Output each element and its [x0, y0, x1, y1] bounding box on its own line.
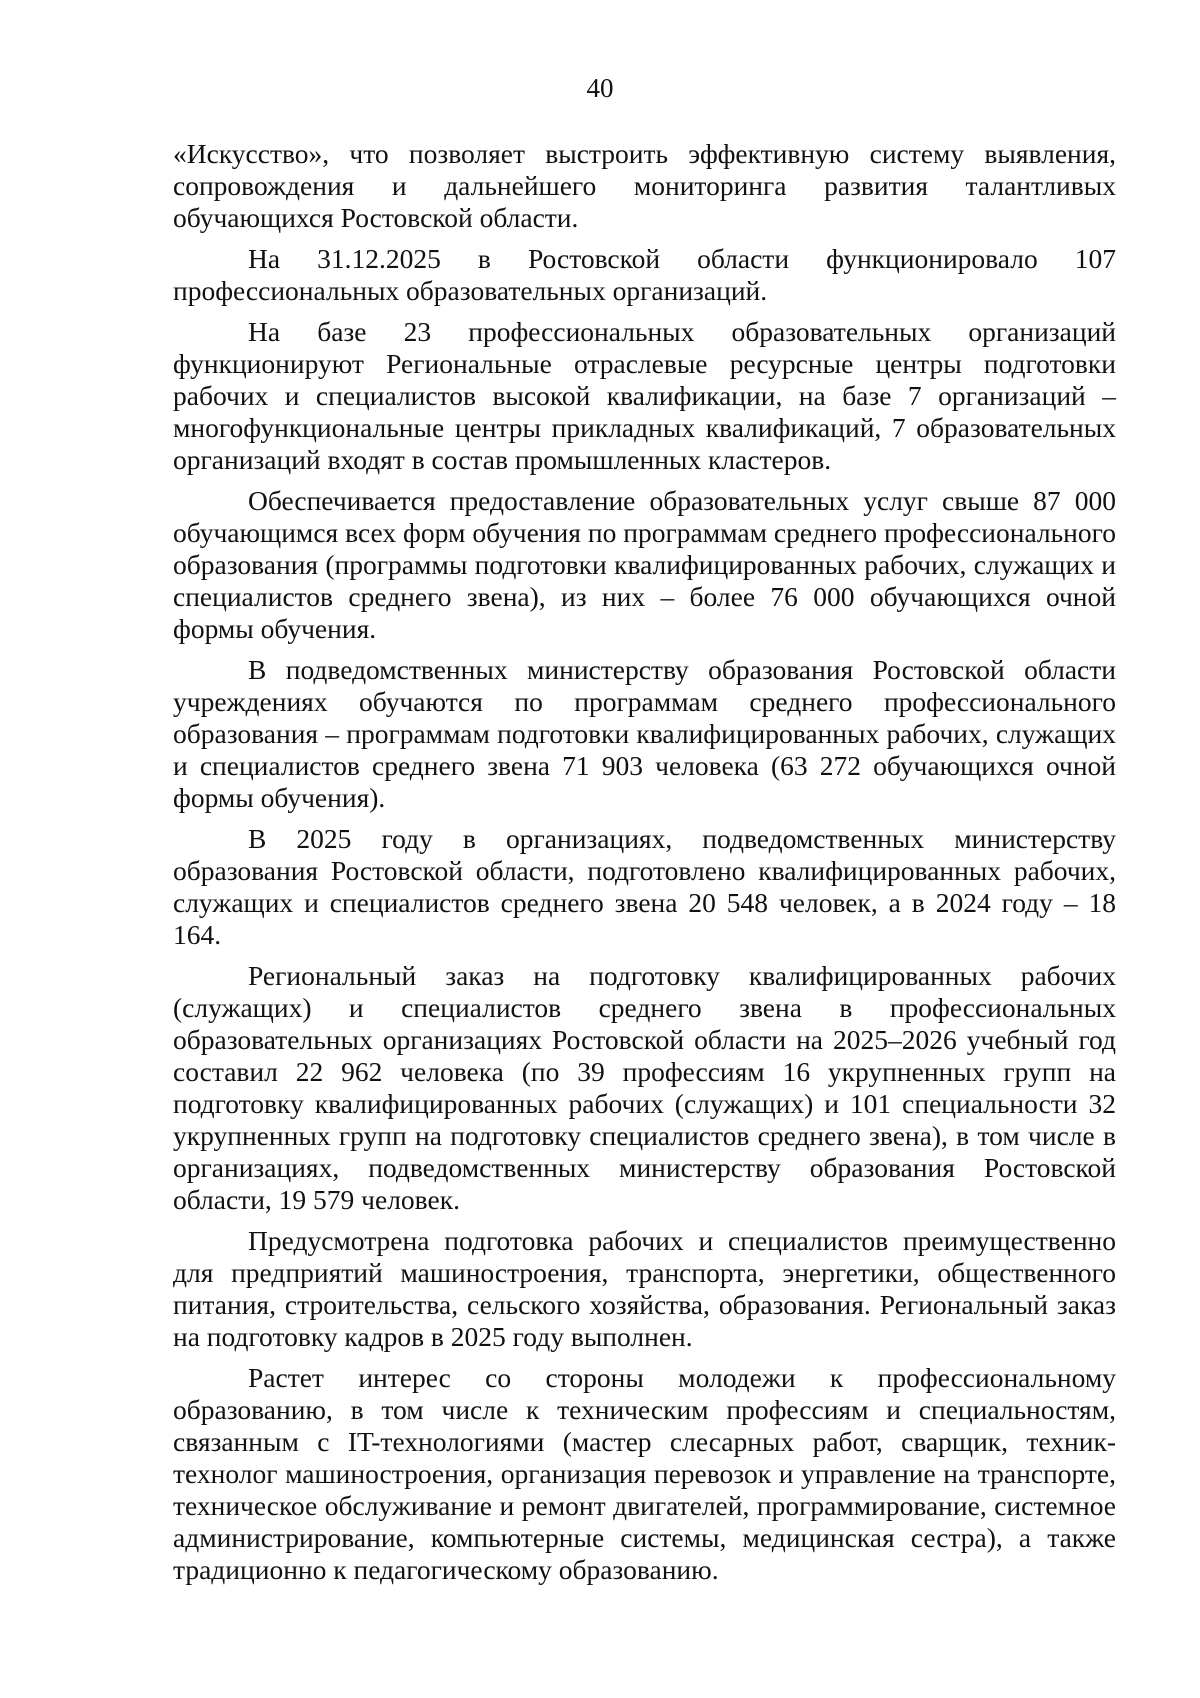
paragraph: Растет интерес со стороны молодежи к профессиональному образованию, в том числе к техническим профессиям и специальностям, связанным с IT-технологиями (мастер слесарных работ, сварщик, техник-технолог машиностроения, организация перевозок и управление на транспорте, техническое обслуживание и ремонт двигателей, программирование, системное администрирование, компьютерные системы, медицинская сестра), а также традиционно к педагогическому образованию. — [173, 1362, 1116, 1585]
paragraph: В 2025 году в организациях, подведомственных министерству образования Ростовской области, подготовлено квалифицированных рабочих, служащих и специалистов среднего звена 20 548 человек, а в 2024 году – 18 164. — [173, 823, 1116, 950]
document-body — [173, 138, 1116, 1595]
paragraph: Предусмотрена подготовка рабочих и специалистов преимущественно для предприятий машиностроения, транспорта, энергетики, общественного питания, строительства, сельского хозяйства, образования. Региональный заказ на подготовку кадров в 2025 году выполнен. — [173, 1225, 1116, 1352]
paragraph: Региональный заказ на подготовку квалифицированных рабочих (служащих) и специалистов среднего звена в профессиональных образовательных организациях Ростовской области на 2025–2026 учебный год составил 22 962 человека (по 39 профессиям 16 укрупненных групп на подготовку квалифицированных рабочих (служащих) и 101 специальности 32 укрупненных групп на подготовку специалистов среднего звена), в том числе в организациях, подведомственных министерству образования Ростовской области, 19 579 человек. — [173, 960, 1116, 1215]
paragraph: На 31.12.2025 в Ростовской области функционировало 107 профессиональных образовательных организаций. — [173, 243, 1116, 306]
page-number: 40 — [586, 73, 614, 103]
paragraph: Обеспечивается предоставление образовательных услуг свыше 87 000 обучающимся всех форм обучения по программам среднего профессионального образования (программы подготовки квалифицированных рабочих, служащих и специалистов среднего звена), из них – более 76 000 обучающихся очной формы обучения. — [173, 485, 1116, 644]
paragraph: На базе 23 профессиональных образовательных организаций функционируют Региональные отраслевые ресурсные центры подготовки рабочих и специалистов высокой квалификации, на базе 7 организаций – многофункциональные центры прикладных квалификаций, 7 образовательных организаций входят в состав промышленных кластеров. — [173, 316, 1116, 475]
paragraph: В подведомственных министерству образования Ростовской области учреждениях обучаются по программам среднего профессионального образования – программам подготовки квалифицированных рабочих, служащих и специалистов среднего звена 71 903 человека (63 272 обучающихся очной формы обучения). — [173, 654, 1116, 813]
paragraph-continued: «Искусство», что позволяет выстроить эффективную систему выявления, сопровождения и дальнейшего мониторинга развития талантливых обучающихся Ростовской области. — [173, 138, 1116, 233]
